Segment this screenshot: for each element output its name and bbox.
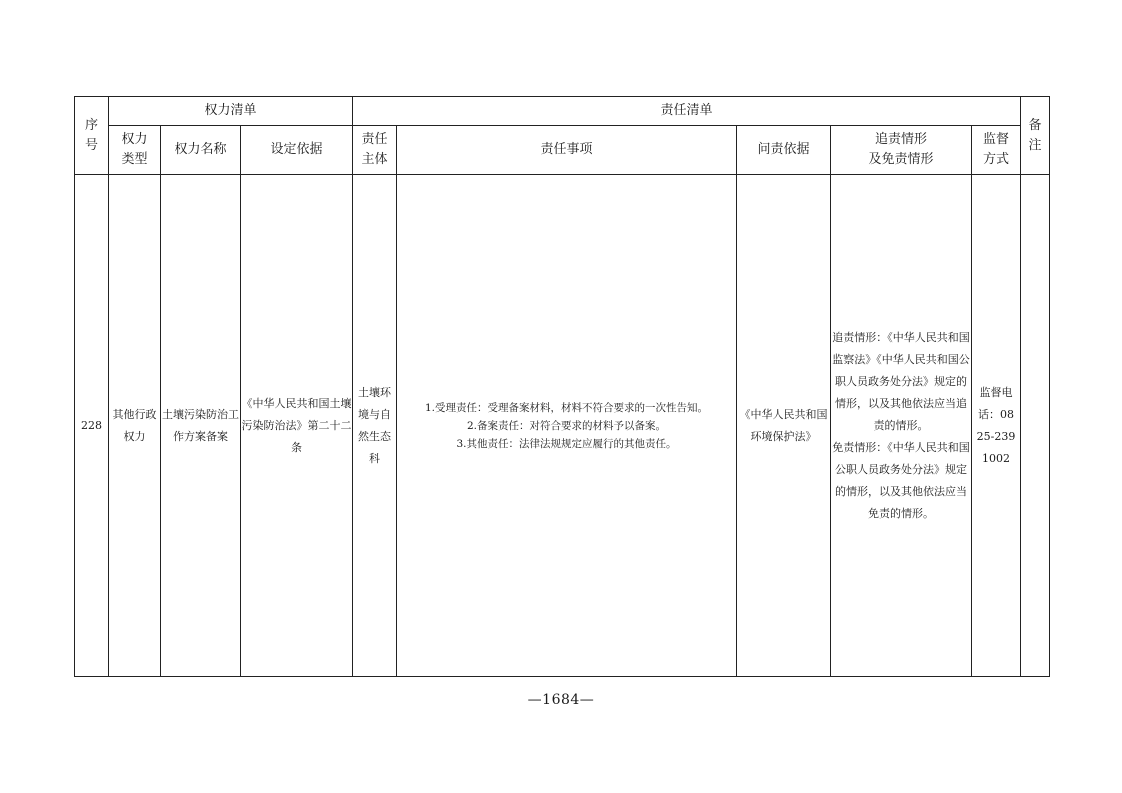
- cell-accountability-basis: 《中华人民共和国环境保护法》: [737, 175, 831, 677]
- header-power-type-label: 权力 类型: [121, 132, 148, 167]
- header-supervision-label: 监督 方式: [983, 132, 1010, 167]
- header-responsibility-matters: 责任事项: [397, 126, 737, 175]
- page-number: —1684—: [527, 692, 595, 708]
- header-basis: 设定依据: [241, 126, 353, 175]
- accountability-cases-text: 追责情形：《中华人民共和国监察法》《中华人民共和国公职人员政务处分法》规定的情形，以及其他依法应当追责的情形。 免责情形：《中华人民共和国公职人员政务处分法》规定的情形，以及其他依法应当免责的情形。: [832, 330, 970, 520]
- header-remark: [1021, 97, 1050, 175]
- header-responsibility-subject: [353, 126, 397, 175]
- cell-supervision: 监督电话：0825-2391002: [972, 175, 1021, 677]
- header-supervision: [972, 126, 1021, 175]
- responsibility-matter-item: 2.备案责任：对符合要求的材料予以备案。: [466, 419, 667, 432]
- responsibility-matter-item: 3.其他责任：法律法规规定应履行的其他责任。: [456, 437, 677, 450]
- header-accountability-basis: 问责依据: [737, 126, 831, 175]
- cell-responsibility-subject: 土壤环境与自然生态科: [353, 175, 397, 677]
- header-power-type: [109, 126, 161, 175]
- header-accountability-cases-label: 追责情形 及免责情形: [868, 132, 934, 167]
- cell-accountability-cases: [831, 175, 972, 677]
- table-row: [75, 175, 1050, 677]
- header-responsibility-list: 责任清单: [353, 97, 1021, 126]
- responsibility-matter-item: 1.受理责任：受理备案材料，材料不符合要求的一次性告知。: [424, 401, 709, 414]
- cell-seq: 228: [75, 175, 109, 677]
- power-responsibility-table: [74, 96, 1050, 677]
- header-seq-label: 序 号: [84, 117, 98, 153]
- cell-power-name: 土壤污染防治工作方案备案: [161, 175, 241, 677]
- cell-responsibility-matters: [397, 175, 737, 677]
- header-responsibility-subject-label: 责任 主体: [361, 132, 388, 167]
- cell-basis: 《中华人民共和国土壤污染防治法》第二十二条: [241, 175, 353, 677]
- cell-remark: [1021, 175, 1050, 677]
- header-power-name: 权力名称: [161, 126, 241, 175]
- header-accountability-cases: [831, 126, 972, 175]
- cell-power-type: 其他行政权力: [109, 175, 161, 677]
- header-remark-label: 备 注: [1028, 117, 1042, 153]
- header-seq: [75, 97, 109, 175]
- header-power-list: 权力清单: [109, 97, 353, 126]
